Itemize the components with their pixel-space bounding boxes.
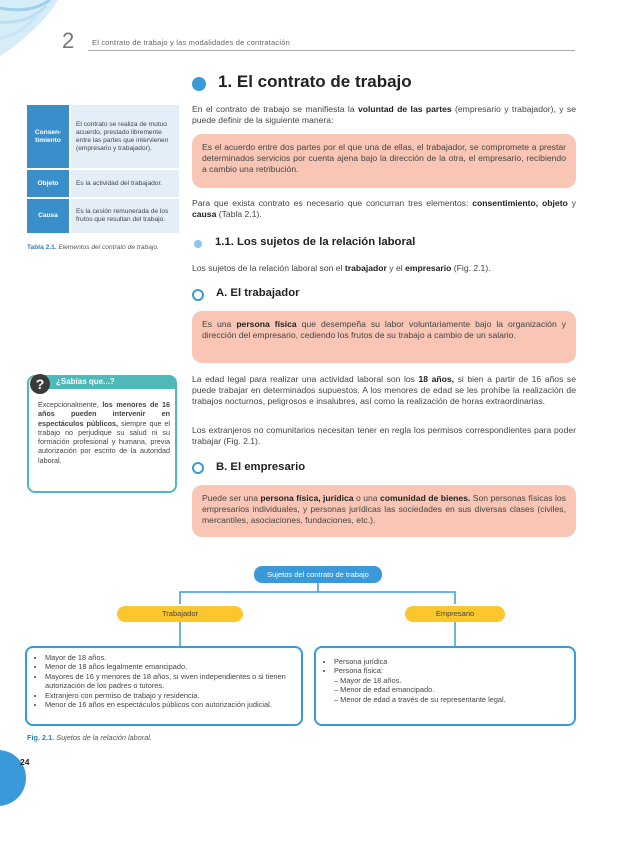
worker-list-box (25, 646, 303, 726)
employer-node: Empresario (405, 606, 505, 622)
list-item: • Persona jurídica (334, 657, 568, 666)
list-subitem: – Mayor de 18 años. (334, 675, 402, 685)
header-divider (88, 50, 575, 51)
list-item: • Mayores de 16 y menores de 18 años, si viven independientes o si tienen autorización de los padres o tutores. (45, 672, 295, 691)
table-row (27, 198, 179, 234)
intro-paragraph: En el contrato de trabajo se manifiesta la voluntad de las partes (empresario y trabajador), y se puede definir de la siguiente manera: (192, 104, 576, 125)
table-caption: Tabla 2.1. Elementos del contrato de trabajo. (27, 244, 159, 251)
heading-ring-icon (192, 462, 204, 474)
foreigners-paragraph: Los extranjeros no comunitarios necesitan tener en regla los permisos correspondientes para poder trabajar (Fig. 2.1). (192, 425, 576, 446)
page-number: 24 (20, 757, 30, 767)
list-item: • Menor de 18 años legalmente emancipado. (45, 662, 295, 671)
employer-list (322, 657, 568, 676)
question-icon: ? (30, 374, 50, 394)
elements-table (27, 105, 179, 235)
worker-definition-box: Es una persona física que desempeña su labor voluntariamente bajo la organización y dirección del empresario, cediendo los frutos de su trabajo a cambio de un salario. (192, 311, 576, 363)
diagram-root-node: Sujetos del contrato de trabajo (254, 566, 382, 583)
worker-heading: A. El trabajador (216, 287, 300, 299)
section-title: 1. El contrato de trabajo (218, 72, 412, 91)
list-subitem: – Menor de edad emancipado. (334, 685, 435, 695)
employer-heading: B. El empresario (216, 461, 306, 473)
elements-paragraph: Para que exista contrato es necesario que concurran tres elementos: consentimiento, objeto y causa (Tabla 2.1). (192, 198, 577, 219)
subsection-title: 1.1. Los sujetos de la relación laboral (215, 236, 416, 248)
list-subitem: – Menor de edad a través de su representante legal. (334, 694, 506, 704)
list-item: • Extranjero con permiso de trabajo y residencia. (45, 691, 295, 700)
corner-swirl-decoration (0, 0, 60, 62)
chapter-number: 2 (62, 28, 75, 53)
did-you-know-text: Excepcionalmente, los menores de 16 años pueden intervenir en espectáculos públicos, siempre que el trabajo no perjudique su salud ni su formación profesional y humana, previa autorización por escrito de la autoridad laboral. (38, 400, 171, 465)
table-row (27, 105, 179, 169)
employer-definition-box: Puede ser una persona física, jurídica o una comunidad de bienes. Son personas físicas los empresarios individuales, y personas jurídicas las sociedades en sus diversas clases (civiles, mercantiles, asociaciones, fundaciones, etc.). (192, 485, 576, 537)
list-item: • Mayor de 18 años. (45, 653, 295, 662)
worker-list (33, 653, 295, 709)
table-row (27, 169, 179, 198)
table-key: Objeto (27, 169, 70, 198)
section-bullet-icon (192, 77, 206, 91)
table-value: Es la actividad del trabajador. (70, 169, 179, 198)
table-key: Consen-timiento (27, 105, 70, 169)
list-item: • Menor de 16 años en espectáculos públicos con autorización judicial. (45, 700, 295, 709)
heading-ring-icon (192, 289, 204, 301)
list-item: • Persona física: (334, 666, 568, 675)
legal-age-paragraph: La edad legal para realizar una actividad laboral son los 18 años, si bien a partir de 16 años se puede trabajar en determinados supuestos. A los menores de edad se les prohíbe la realización de trabajos nocturnos, peligrosos e insalubres, así como la realización de horas extraordinarias. (192, 374, 576, 406)
subsection-bullet-icon (194, 240, 202, 248)
chapter-title: El contrato de trabajo y las modalidades de contratación (92, 38, 290, 47)
employer-list-box (314, 646, 576, 726)
table-value: Es la cesión remunerada de los frutos que resultan del trabajo. (70, 198, 179, 234)
table-key: Causa (27, 198, 70, 234)
worker-node: Trabajador (117, 606, 243, 622)
definition-box: Es el acuerdo entre dos partes por el que una de ellas, el trabajador, se compromete a prestar determinados servicios por cuenta ajena bajo la dirección de la otra, el empresario, recibiendo a cambio una retribución. (192, 134, 576, 188)
figure-caption: Fig. 2.1. Sujetos de la relación laboral. (27, 733, 152, 742)
table-value: El contrato se realiza de mutuo acuerdo, prestado libremente entre las partes que intervienen (empresario y trabajador). (70, 105, 179, 169)
employer-sublist (322, 676, 568, 704)
subjects-paragraph: Los sujetos de la relación laboral son el trabajador y el empresario (Fig. 2.1). (192, 263, 491, 273)
did-you-know-title: ¿Sabías que...? (56, 377, 115, 386)
